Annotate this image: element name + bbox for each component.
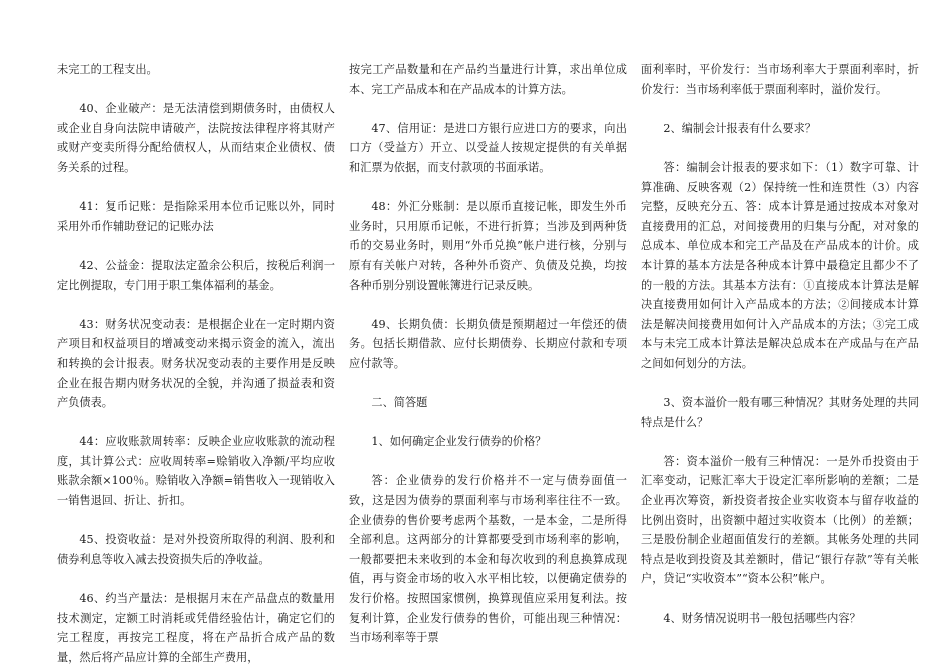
text-column-left xyxy=(57,60,335,667)
paragraph: 45、投资收益：是对外投资所取得的利润、股利和债券利息等收入减去投资损失后的净收益。 xyxy=(57,533,335,566)
paragraph: 44：应收账款周转率：反映企业应收账款的流动程度，其计算公式：应收周转率=赊销收入净额/平均应收账款余额×100％。赊销收入净额=销售收入一现销收入一销售退回、折让、折扣。 xyxy=(57,435,335,508)
paragraph: 2、编制会计报表有什么要求？ xyxy=(663,121,816,135)
paragraph: 3、资本溢价一般有哪三种情况？其财务处理的共同特点是什么？ xyxy=(641,396,919,429)
paragraph: 48：外汇分账制：是以原币直接记帐，即发生外币业务时，只用原币记帐，不进行折算；当涉及到两种货币的交易业务时，则用“外币兑换”帐户进行核，分别与原有有关帐户对转，各种外币资产、负债及兑换，均按各种币别分别设置帐簿进行记录反映。 xyxy=(349,200,627,292)
paragraph: 41：复币记账：是指除采用本位币记账以外，同时采用外币作辅助登记的记账办法 xyxy=(57,200,335,233)
paragraph: 答：资本溢价一般有三种情况：一是外币投资由于汇率变动，记账汇率大于设定汇率所影响的差额；二是企业再次筹资，新投资者按企业实收资本与留存收益的比例出资时，出资额中超过实收资本（比例）的差额；三是股份制企业超面值发行的差额。其帐务处理的共同特点是收到投资及其差额时，借记“银行存款”等有关帐户，贷记“实收资本”“资本公积”帐户。 xyxy=(641,454,919,586)
paragraph: 42、公益金：提取法定盈余公积后，按税后利润一定比例提取，专门用于职工集体福利的基金。 xyxy=(57,258,335,292)
paragraph: 1、如何确定企业发行债券的价格？ xyxy=(371,435,547,449)
paragraph: 面利率时，平价发行：当市场利率大于票面利率时，折价发行：当市场利率低于票面利率时，溢价发行。 xyxy=(641,63,919,96)
paragraph: 未完工的工程支出。 xyxy=(57,63,158,76)
paragraph: 40、企业破产：是无法清偿到期债务时，由债权人或企业自身向法院申请破产，法院按法律程序将其财产或财产变卖所得分配给债权人，从而结束企业债权、债务关系的过程。 xyxy=(57,102,335,174)
paragraph: 49、长期负债：长期负债是预期超过一年偿还的债务。包括长期借款、应付长期债券、长期应付款和专项应付款等。 xyxy=(349,317,627,370)
text-column-right xyxy=(641,60,919,628)
text-column-middle xyxy=(349,60,627,648)
paragraph: 43：财务状况变动表：是根据企业在一定时期内资产项目和权益项目的增减变动来揭示资金的流入，流出和转换的会计报表。财务状况变动表的主要作用是反映企业在报告期内财务状况的全貌，并沟通了损益表和资产负债表。 xyxy=(57,317,335,410)
paragraph: 4、财务情况说明书一般包括哪些内容？ xyxy=(663,611,861,625)
paragraph: 按完工产品数量和在产品约当量进行计算，求出单位成本、完工产品成本和在产品成本的计算方法。 xyxy=(349,63,627,96)
paragraph: 答：企业债券的发行价格并不一定与债券面值一致，这是因为债券的票面利率与市场利率往往不一致。企业债券的售价要考虑两个基数，一是本金，二是所得全部利息。这两部分的计算都要受到市场利率的影响，一般都要把未来收到的本金和每次收到的利息换算成现值，再与资金市场的收入水平相比较，以便确定债券的发行价格。按照国家惯例，换算现值应采用复利法。按复利计算，企业发行债券的售价，可能出现三种情况：当市场利率等于票 xyxy=(349,474,627,645)
paragraph: 46、约当产量法：是根据月末在产品盘点的数量用技术测定，定额工时消耗或凭借经验估计，确定它们的完工程度，再按完工程度，将在产品折合成产品的数量，然后将产品应计算的全部生产费用， xyxy=(57,592,335,664)
paragraph: 答：编制会计报表的要求如下：（1）数字可靠、计算准确、反映客观（2）保持统一性和连贯性（3）内容完整，反映充分五、答：成本计算是通过按成本对象对直接费用的汇总，对间接费用的归集与分配，对对象的总成本、单位成本和完工产品及在产品成本的计价。成本计算的基本方法是各种成本计算中最稳定且都少不了的一般的方法。其基本方法有：①直接成本计算法是解决直接费用如何计入产品成本的方法；②间接成本计算法是解决间接费用如何计入产品成本的方法；③完工成本与未完工成本计算法是解决总成本在产成品与在产品之间如何划分的方法。 xyxy=(641,160,919,370)
paragraph: 二、简答题 xyxy=(371,396,428,410)
paragraph: 47、信用证：是进口方银行应进口方的要求，向出口方（受益方）开立、以受益人按规定提供的有关单据和汇票为依据，而支付款项的书面承诺。 xyxy=(349,121,627,174)
